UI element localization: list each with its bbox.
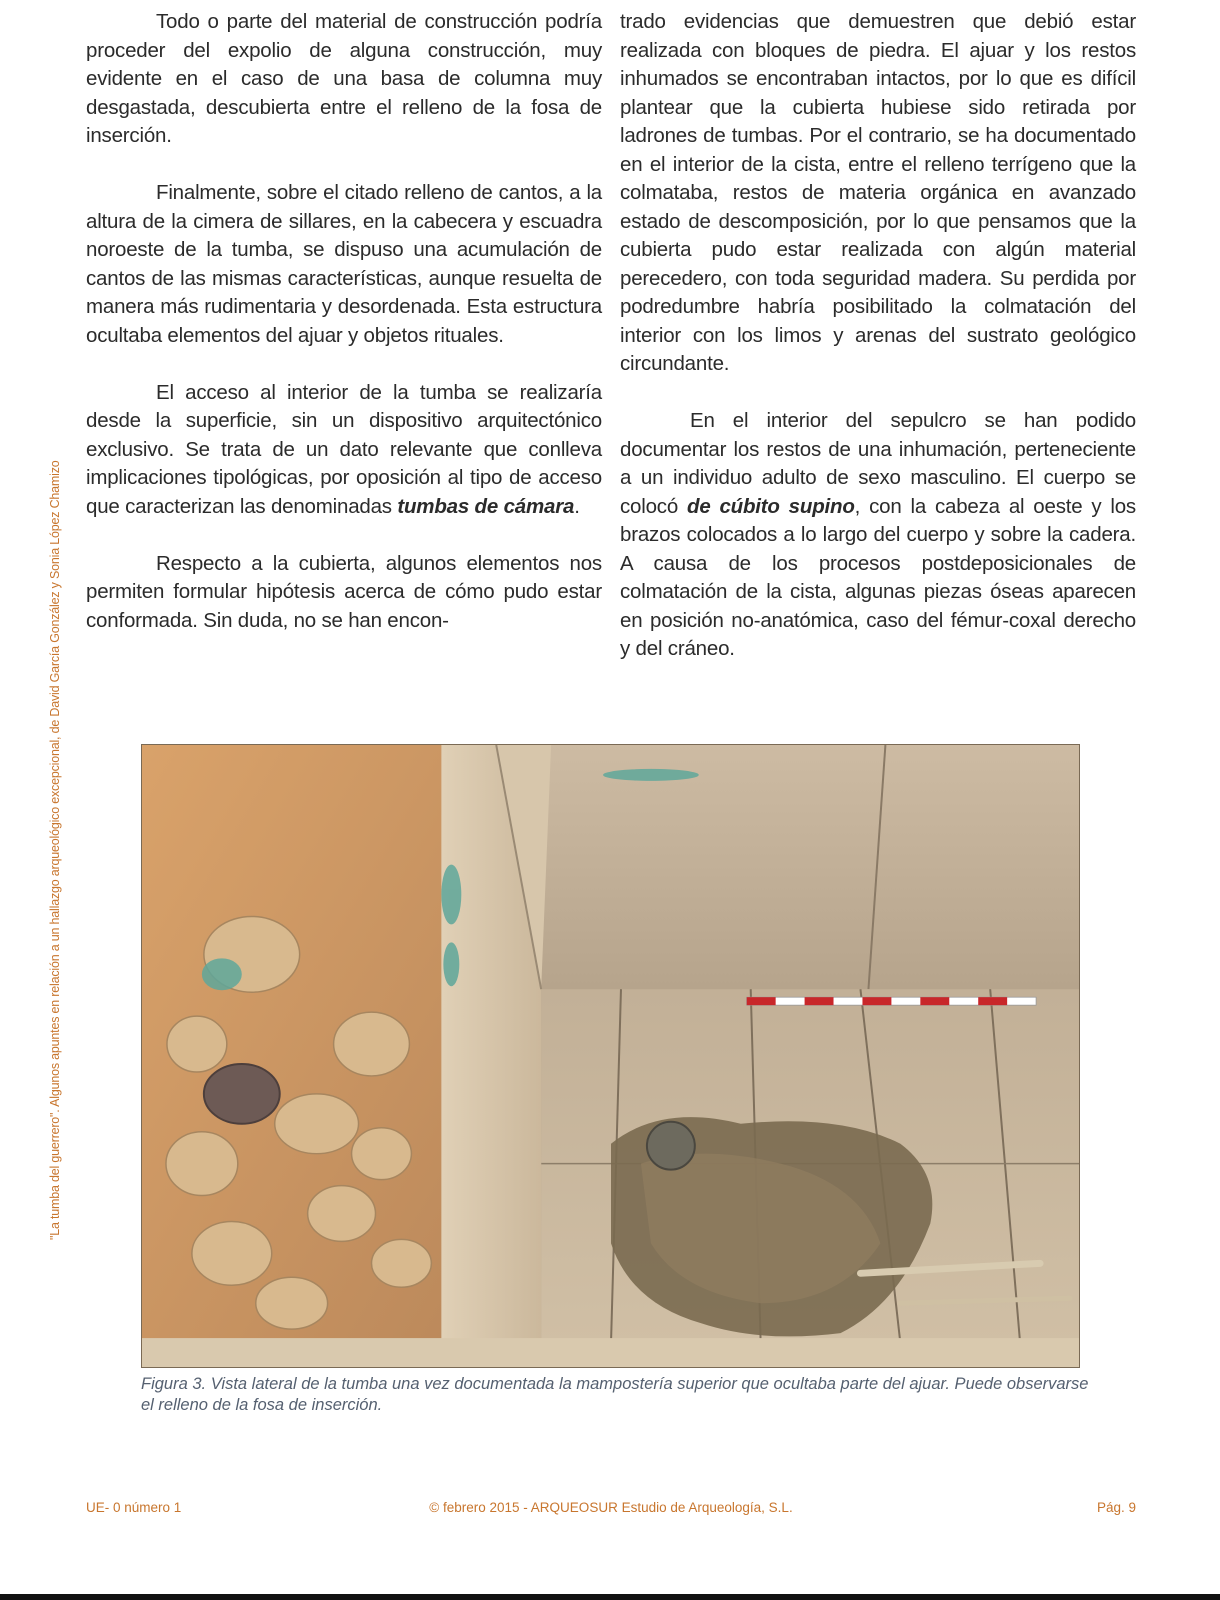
scale-bar xyxy=(747,997,1036,1005)
paragraph-text: . xyxy=(574,494,580,518)
paragraph: Finalmente, sobre el citado relleno de cantos, a la altura de la cimera de sillares, en la cabecera y escuadra noroeste de la tumba, se dispuso una acumulación de cantos de las mismas características, aunque resuelta de manera más rudimentaria y desordenada. Esta estructura ocultaba elementos del ajuar y objetos rituales. xyxy=(86,181,602,347)
body-columns xyxy=(86,8,1136,692)
side-credit: "La tumba del guerrero". Algunos apuntes en relación a un hallazgo arqueológico excepcional, de David García González y Sonia López Chamizo xyxy=(48,460,62,1240)
paragraph-text: El acceso al interior de la tumba se realizaría desde la superficie, sin un dispositivo arquitectónico exclusivo. Se trata de un dato relevante que conlleva implicaciones tipológicas, por oposición al tipo de acceso que caracterizan las denominadas xyxy=(86,380,602,518)
footer-center xyxy=(86,1500,1136,1515)
emphasis-text: tumbas de cámara xyxy=(397,494,575,518)
footer-copyright: © febrero 2015 - ARQUEOSUR Estudio de Arqueología, S.L. xyxy=(429,1500,793,1515)
paragraph xyxy=(620,407,1136,664)
footer-issue: UE- 0 número 1 xyxy=(86,1500,182,1515)
paragraph xyxy=(86,379,602,522)
bottom-bar xyxy=(0,1594,1220,1600)
paragraph: trado evidencias que demuestren que debió estar realizada con bloques de piedra. El ajuar y los restos inhumados se encontraban intactos, por lo que es difícil plantear que la cubierta hubiese sido retirada por ladrones de tumbas. Por el contrario, se ha documentado en el interior de la cista, entre el relleno terrígeno que la colmataba, restos de materia orgánica en avanzado estado de descomposición, por lo que pensamos que la cubierta pudo estar realizada con algún material perecedero, con toda seguridad madera. Su perdida por podredumbre habría posibilitado la colmatación del interior con los limos y arenas del sustrato geológico circundante. xyxy=(620,10,1136,375)
page-footer xyxy=(86,1500,1136,1515)
emphasis-text: de cúbito supino xyxy=(687,494,855,518)
right-column xyxy=(620,8,1136,692)
paragraph-text: En el interior del sepulcro se han podido documentar los restos de una inhumación, perteneciente a un individuo adulto de sexo masculino. El cuerpo se colocó xyxy=(620,409,1136,518)
tomb-photograph xyxy=(141,744,1080,1368)
figure-caption: Figura 3. Vista lateral de la tumba una vez documentada la mampostería superior que ocultaba parte del ajuar. Puede observarse el relleno de la fosa de inserción. xyxy=(141,1375,1089,1414)
page-number: Pág. 9 xyxy=(1096,1500,1136,1515)
paragraph-text: , con la cabeza al oeste y los brazos colocados a lo largo del cuerpo y sobre la cadera. A causa de los procesos postdeposicionales de colmatación de la cista, algunas piezas óseas aparecen en posición no-anatómica, caso del fémur-coxal derecho y del cráneo. xyxy=(620,494,1136,660)
paragraph: Respecto a la cubierta, algunos elementos nos permiten formular hipótesis acerca de cómo pudo estar conformada. Sin duda, no se han encon- xyxy=(86,551,602,632)
tomb-photo-illustration xyxy=(142,745,1079,1367)
paragraph: Todo o parte del material de construcción podría proceder del expolio de alguna construcción, muy evidente en el caso de una basa de columna muy desgastada, descubierta entre el relleno de la fosa de inserción. xyxy=(86,10,602,147)
left-column xyxy=(86,8,602,692)
